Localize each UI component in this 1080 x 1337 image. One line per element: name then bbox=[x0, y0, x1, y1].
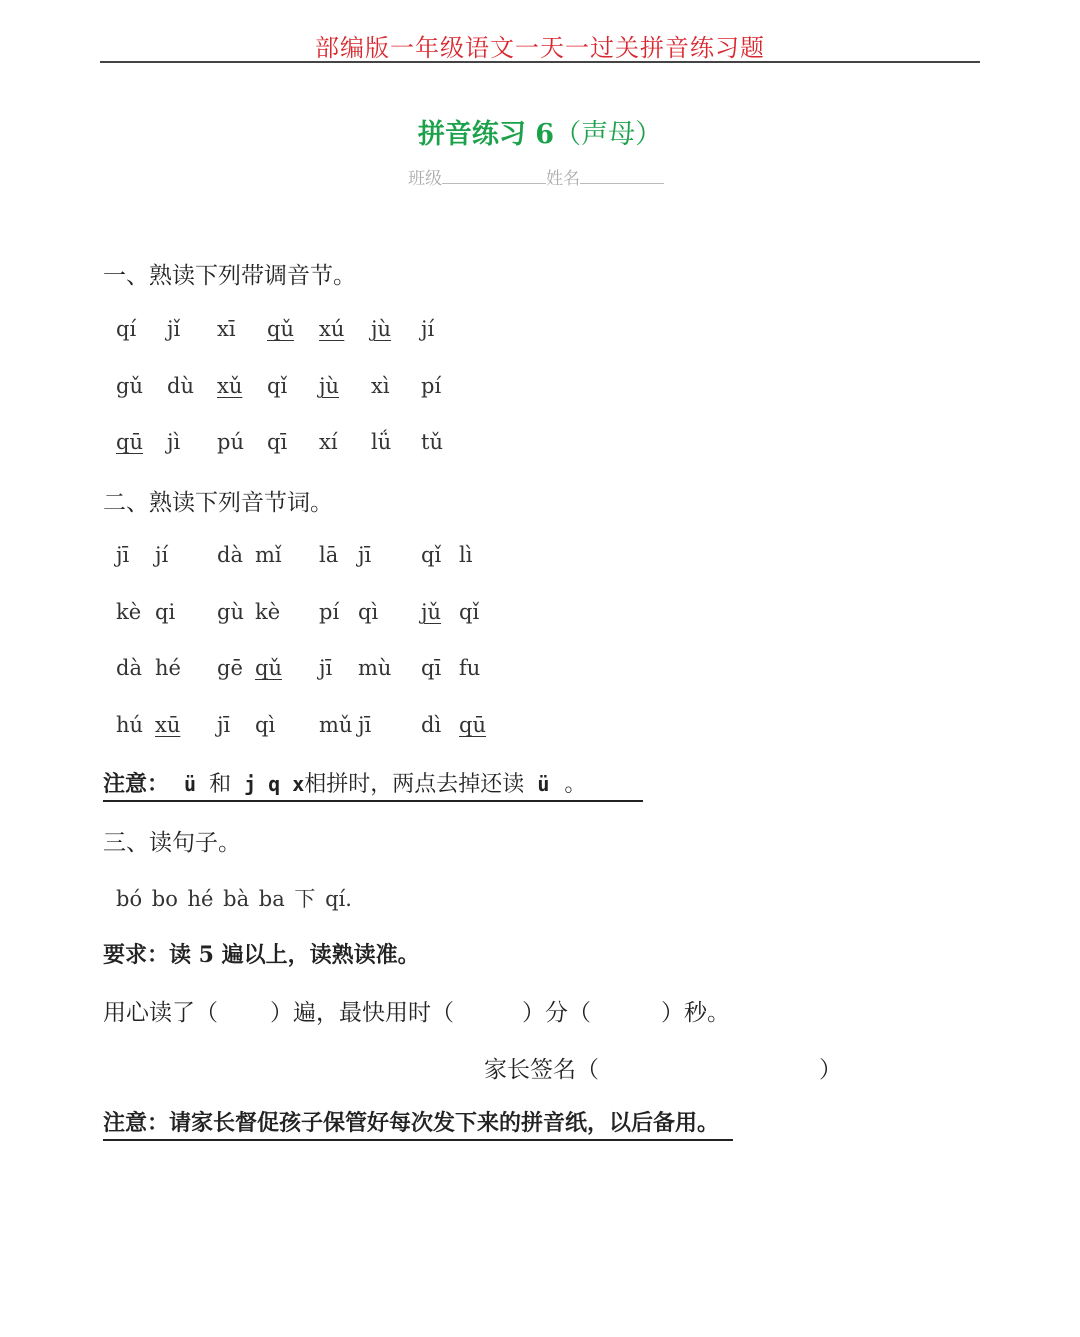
word-syllable-underlined: qū bbox=[459, 713, 486, 737]
record-part1: 用心读了（ bbox=[103, 1000, 218, 1026]
syllable-underlined: xǔ bbox=[217, 374, 243, 398]
word-syllable: qǐ bbox=[459, 600, 480, 624]
note-and: 和 bbox=[209, 772, 232, 797]
note-text: 相拼时，两点去掉还读 bbox=[304, 772, 525, 797]
syllable: xì bbox=[371, 374, 390, 398]
section3-heading: 三、读句子。 bbox=[103, 830, 241, 856]
syllable: qǐ bbox=[267, 374, 288, 398]
word-syllable: kè bbox=[255, 600, 281, 624]
word-syllable: dà bbox=[217, 543, 243, 567]
parent-signature-line bbox=[484, 1051, 842, 1084]
syllable: dù bbox=[167, 374, 194, 398]
word-syllable: lā bbox=[319, 543, 339, 567]
syllable: xí bbox=[319, 430, 338, 454]
syllable-underlined: qǔ bbox=[267, 317, 294, 341]
syllable: gǔ bbox=[116, 374, 143, 398]
word-syllable: lì bbox=[459, 543, 473, 567]
syllable-underlined: jù bbox=[371, 317, 392, 341]
syllable: pú bbox=[217, 430, 244, 454]
word-syllable: jī bbox=[217, 713, 231, 737]
note-label: 注意： bbox=[103, 771, 170, 797]
name-label: 姓名 bbox=[546, 169, 580, 189]
word-syllable: qǐ bbox=[421, 543, 442, 567]
word-syllable: jī bbox=[116, 543, 130, 567]
word-syllable: qì bbox=[358, 600, 379, 624]
sheet-title bbox=[0, 112, 1080, 151]
word-syllable-underlined: xū bbox=[155, 713, 181, 737]
record-part4: ）秒。 bbox=[661, 1000, 730, 1026]
syllable: jì bbox=[167, 430, 181, 454]
syllable: tǔ bbox=[421, 430, 443, 454]
sheet-title-main: 拼音练习 6 bbox=[417, 119, 555, 150]
class-blank[interactable] bbox=[442, 165, 546, 184]
note-letters: j q x bbox=[244, 772, 305, 796]
word-syllable: hé bbox=[155, 656, 181, 680]
word-syllable: dì bbox=[421, 713, 442, 737]
syllable: qí bbox=[116, 317, 137, 341]
word-syllable: pí bbox=[319, 600, 340, 624]
word-syllable: mǔ bbox=[319, 713, 353, 737]
note-u2: ü bbox=[537, 772, 550, 796]
syllable-underlined: jù bbox=[319, 374, 340, 398]
word-syllable: fu bbox=[459, 656, 481, 680]
word-syllable: dà bbox=[116, 656, 142, 680]
word-syllable: jī bbox=[358, 543, 372, 567]
word-syllable: mǐ bbox=[255, 543, 282, 567]
header-rule bbox=[100, 61, 980, 63]
note-end: 。 bbox=[564, 772, 587, 797]
word-syllable: qi bbox=[155, 600, 176, 624]
sheet-title-paren: （声母） bbox=[554, 119, 663, 150]
word-syllable: jí bbox=[155, 543, 169, 567]
word-syllable: jī bbox=[319, 656, 333, 680]
syllable-underlined: xú bbox=[319, 317, 345, 341]
parent-close: ） bbox=[819, 1057, 842, 1083]
word-syllable: gē bbox=[217, 656, 243, 680]
requirement: 要求：读 5 遍以上，读熟读准。 bbox=[103, 942, 420, 968]
sentence: bó bo hé bà ba 下 qí. bbox=[116, 887, 352, 911]
name-blank[interactable] bbox=[580, 165, 664, 184]
syllable: pí bbox=[421, 374, 442, 398]
word-syllable: qì bbox=[255, 713, 276, 737]
class-label: 班级 bbox=[408, 169, 442, 189]
syllable: jí bbox=[421, 317, 435, 341]
word-syllable: mù bbox=[358, 656, 392, 680]
record-part2: ）遍，最快用时（ bbox=[270, 1000, 454, 1026]
record-line bbox=[103, 994, 730, 1027]
parent-label: 家长签名（ bbox=[484, 1057, 599, 1083]
syllable: lǘ bbox=[371, 430, 392, 454]
syllable: xī bbox=[217, 317, 236, 341]
section1-heading: 一、熟读下列带调音节。 bbox=[103, 263, 356, 289]
header-title: 部编版一年级语文一天一过关拼音练习题 bbox=[315, 34, 765, 62]
word-syllable-underlined: jǔ bbox=[421, 600, 442, 624]
word-syllable: gù bbox=[217, 600, 244, 624]
class-name-line bbox=[408, 164, 664, 189]
word-syllable: kè bbox=[116, 600, 142, 624]
syllable-underlined: qū bbox=[116, 430, 143, 454]
word-syllable: hú bbox=[116, 713, 144, 737]
syllable: jǐ bbox=[167, 317, 181, 341]
word-syllable: jī bbox=[358, 713, 372, 737]
record-part3: ）分（ bbox=[522, 1000, 591, 1026]
syllable: qī bbox=[267, 430, 288, 454]
note-ü-rule bbox=[103, 767, 643, 802]
section2-heading: 二、熟读下列音节词。 bbox=[103, 490, 333, 516]
word-syllable: qī bbox=[421, 656, 442, 680]
word-syllable-underlined: qǔ bbox=[255, 656, 282, 680]
note-parent-keep: 注意：请家长督促孩子保管好每次发下来的拼音纸，以后备用。 bbox=[103, 1106, 733, 1141]
note-u: ü bbox=[184, 772, 197, 796]
